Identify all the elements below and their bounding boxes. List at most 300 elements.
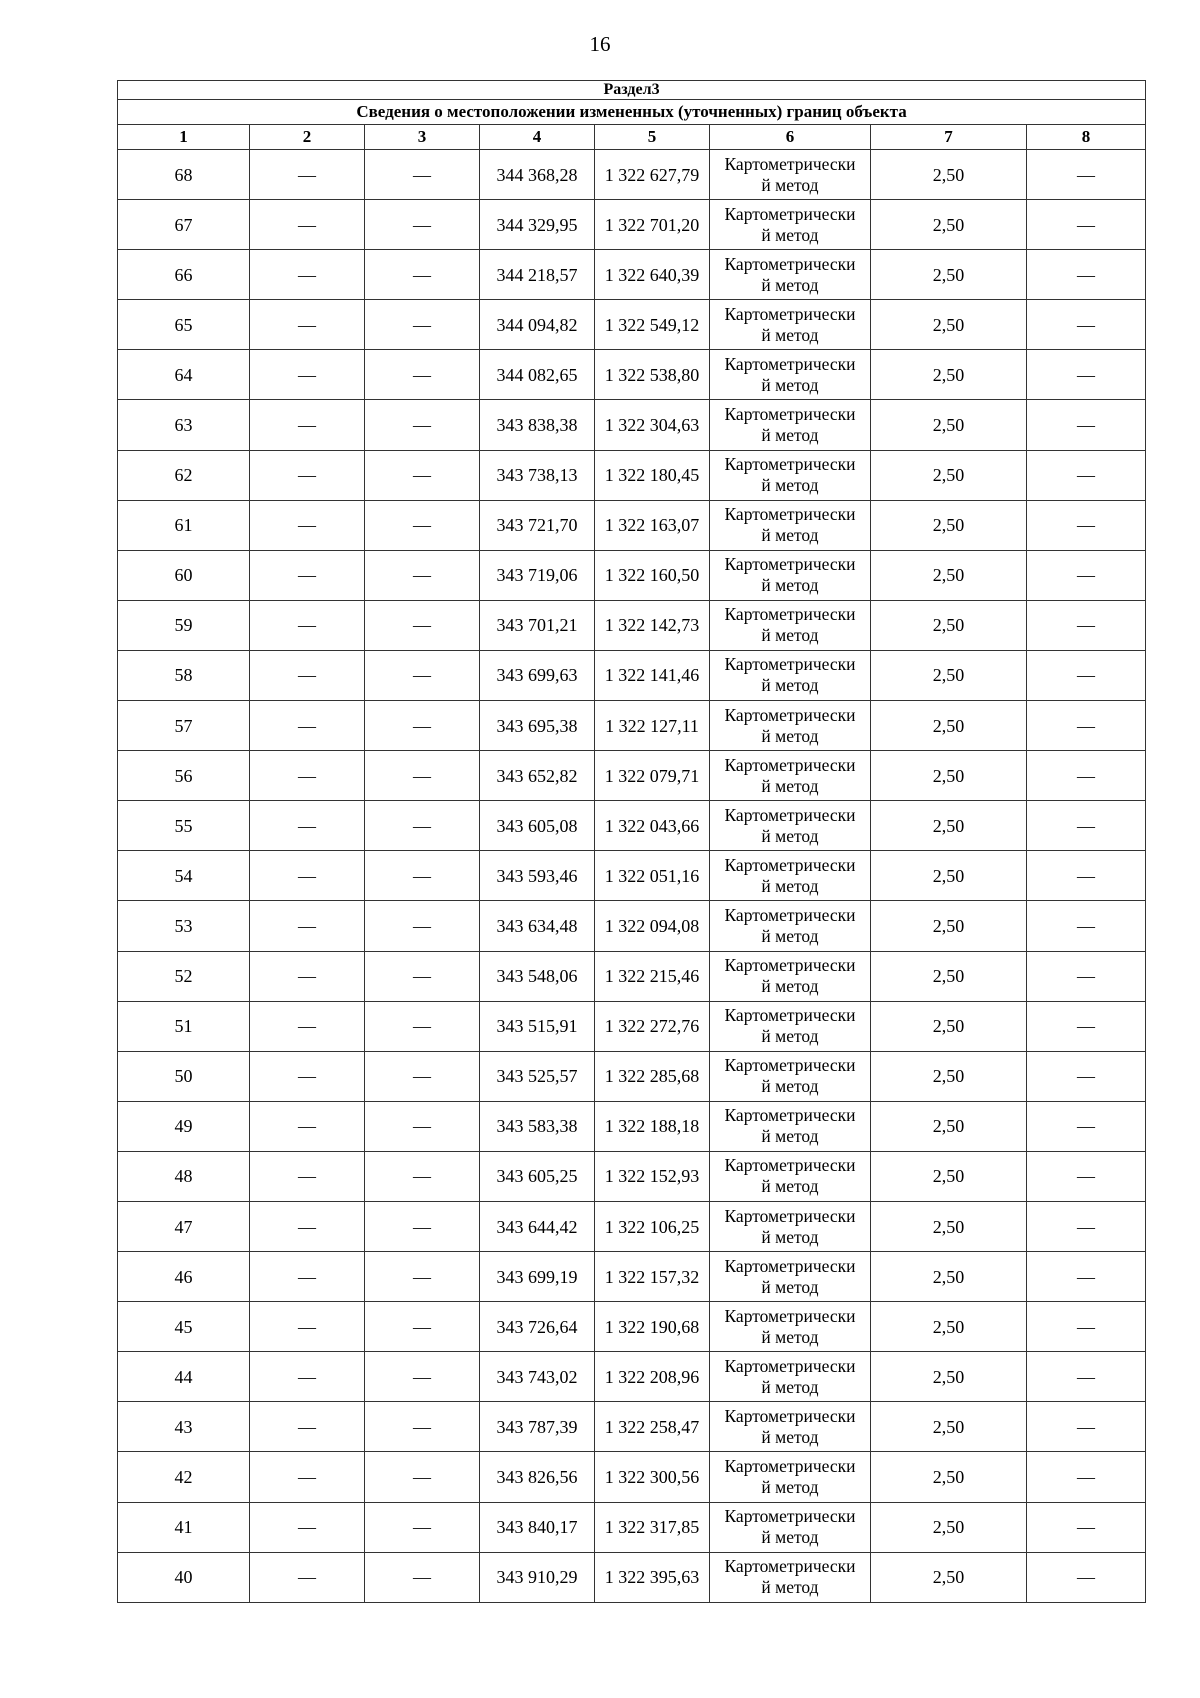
method-cell [710,300,871,350]
empty-dash-cell: — [1027,1201,1146,1251]
column-number: 3 [365,125,480,150]
coordinate-x-cell: 343 515,91 [480,1001,595,1051]
method-line: Картометрически [724,1506,856,1527]
empty-dash-cell: — [1027,300,1146,350]
method-line: Картометрически [724,454,856,475]
coordinate-y-cell: 1 322 272,76 [595,1001,710,1051]
point-number-cell: 42 [118,1452,250,1502]
method-line: й метод [761,825,819,846]
table-row [118,550,1146,600]
coordinate-x-cell: 343 838,38 [480,400,595,450]
coordinate-x-cell: 343 787,39 [480,1402,595,1452]
method-line: й метод [761,675,819,696]
empty-dash-cell: — [1027,1552,1146,1602]
empty-dash-cell: — [250,1252,365,1302]
empty-dash-cell: — [365,1302,480,1352]
coordinate-y-cell: 1 322 163,07 [595,500,710,550]
empty-dash-cell: — [250,1452,365,1502]
method-line: й метод [761,174,819,195]
column-number: 1 [118,125,250,150]
coordinate-y-cell: 1 322 395,63 [595,1552,710,1602]
table-row [118,350,1146,400]
empty-dash-cell: — [1027,1302,1146,1352]
coordinate-y-cell: 1 322 141,46 [595,650,710,700]
precision-cell: 2,50 [871,1452,1027,1502]
empty-dash-cell: — [365,701,480,751]
method-line: Картометрически [724,704,856,725]
empty-dash-cell: — [250,701,365,751]
table-caption-row [118,100,1146,125]
empty-dash-cell: — [365,1402,480,1452]
method-line: й метод [761,1476,819,1497]
empty-dash-cell: — [365,400,480,450]
coordinate-x-cell: 344 094,82 [480,300,595,350]
method-cell [710,1151,871,1201]
coordinate-x-cell: 343 695,38 [480,701,595,751]
coordinate-y-cell: 1 322 188,18 [595,1101,710,1151]
empty-dash-cell: — [1027,1402,1146,1452]
method-line: Картометрически [724,604,856,625]
empty-dash-cell: — [365,300,480,350]
empty-dash-cell: — [365,550,480,600]
method-line: й метод [761,1376,819,1397]
empty-dash-cell: — [250,901,365,951]
method-line: Картометрически [724,1205,856,1226]
empty-dash-cell: — [1027,901,1146,951]
coordinate-y-cell: 1 322 043,66 [595,801,710,851]
precision-cell: 2,50 [871,1101,1027,1151]
coordinate-x-cell: 344 329,95 [480,200,595,250]
empty-dash-cell: — [1027,1151,1146,1201]
method-line: Картометрически [724,1105,856,1126]
empty-dash-cell: — [365,650,480,700]
method-line: Картометрически [724,404,856,425]
coordinate-y-cell: 1 322 152,93 [595,1151,710,1201]
empty-dash-cell: — [1027,250,1146,300]
table-row [118,400,1146,450]
precision-cell: 2,50 [871,250,1027,300]
section-title: Раздел3 [118,81,1146,100]
empty-dash-cell: — [365,1051,480,1101]
method-line: Картометрически [724,1155,856,1176]
column-number: 4 [480,125,595,150]
empty-dash-cell: — [1027,450,1146,500]
empty-dash-cell: — [250,1051,365,1101]
point-number-cell: 67 [118,200,250,250]
method-line: й метод [761,475,819,496]
table-row [118,751,1146,801]
point-number-cell: 62 [118,450,250,500]
precision-cell: 2,50 [871,701,1027,751]
precision-cell: 2,50 [871,550,1027,600]
coordinate-x-cell: 343 652,82 [480,751,595,801]
precision-cell: 2,50 [871,901,1027,951]
empty-dash-cell: — [365,1151,480,1201]
method-line: Картометрически [724,353,856,374]
empty-dash-cell: — [250,200,365,250]
empty-dash-cell: — [365,1502,480,1552]
method-line: й метод [761,875,819,896]
table-row [118,150,1146,200]
empty-dash-cell: — [250,350,365,400]
coordinate-y-cell: 1 322 304,63 [595,400,710,450]
empty-dash-cell: — [1027,851,1146,901]
method-line: й метод [761,925,819,946]
empty-dash-cell: — [365,150,480,200]
coordinate-y-cell: 1 322 094,08 [595,901,710,951]
method-line: й метод [761,1326,819,1347]
empty-dash-cell: — [365,600,480,650]
point-number-cell: 65 [118,300,250,350]
point-number-cell: 66 [118,250,250,300]
empty-dash-cell: — [365,1201,480,1251]
method-line: й метод [761,725,819,746]
method-line: Картометрически [724,654,856,675]
empty-dash-cell: — [365,1101,480,1151]
table-row [118,1302,1146,1352]
table-row [118,500,1146,550]
empty-dash-cell: — [1027,550,1146,600]
empty-dash-cell: — [365,1552,480,1602]
column-number: 2 [250,125,365,150]
empty-dash-cell: — [250,500,365,550]
method-line: й метод [761,1126,819,1147]
empty-dash-cell: — [365,901,480,951]
empty-dash-cell: — [1027,400,1146,450]
precision-cell: 2,50 [871,200,1027,250]
empty-dash-cell: — [250,1552,365,1602]
method-cell [710,751,871,801]
coordinate-x-cell: 343 634,48 [480,901,595,951]
table-row [118,701,1146,751]
empty-dash-cell: — [365,801,480,851]
table-row [118,650,1146,700]
method-line: Картометрически [724,504,856,525]
page-number: 16 [589,32,611,56]
coordinate-x-cell: 343 840,17 [480,1502,595,1552]
empty-dash-cell: — [250,150,365,200]
method-line: Картометрически [724,253,856,274]
method-line: й метод [761,1276,819,1297]
method-cell [710,1402,871,1452]
table-row [118,1252,1146,1302]
empty-dash-cell: — [1027,1352,1146,1402]
precision-cell: 2,50 [871,1201,1027,1251]
table-row [118,1001,1146,1051]
coordinate-x-cell: 343 583,38 [480,1101,595,1151]
method-line: й метод [761,224,819,245]
empty-dash-cell: — [1027,1001,1146,1051]
method-cell [710,350,871,400]
table-row [118,1201,1146,1251]
method-line: Картометрически [724,1556,856,1577]
coordinate-x-cell: 343 593,46 [480,851,595,901]
point-number-cell: 41 [118,1502,250,1552]
method-cell [710,550,871,600]
empty-dash-cell: — [1027,1252,1146,1302]
method-cell [710,851,871,901]
table-row [118,1452,1146,1502]
table-row [118,300,1146,350]
empty-dash-cell: — [250,1502,365,1552]
point-number-cell: 48 [118,1151,250,1201]
method-line: Картометрически [724,1255,856,1276]
empty-dash-cell: — [365,500,480,550]
precision-cell: 2,50 [871,400,1027,450]
table-row [118,250,1146,300]
empty-dash-cell: — [250,400,365,450]
table-caption: Сведения о местоположении измененных (уточненных) границ объекта [118,100,1146,125]
empty-dash-cell: — [250,951,365,1001]
empty-dash-cell: — [250,1352,365,1402]
method-line: Картометрически [724,203,856,224]
coordinate-y-cell: 1 322 549,12 [595,300,710,350]
coordinate-x-cell: 343 738,13 [480,450,595,500]
table-row [118,200,1146,250]
table-row [118,600,1146,650]
precision-cell: 2,50 [871,1502,1027,1552]
empty-dash-cell: — [1027,350,1146,400]
empty-dash-cell: — [250,1201,365,1251]
precision-cell: 2,50 [871,600,1027,650]
table-row [118,1402,1146,1452]
coordinate-x-cell: 343 721,70 [480,500,595,550]
boundary-coordinates-table [117,80,1146,1603]
method-line: Картометрически [724,1305,856,1326]
method-line: Картометрически [724,904,856,925]
coordinate-y-cell: 1 322 317,85 [595,1502,710,1552]
precision-cell: 2,50 [871,1001,1027,1051]
coordinate-y-cell: 1 322 285,68 [595,1051,710,1101]
point-number-cell: 54 [118,851,250,901]
table-row [118,901,1146,951]
method-line: й метод [761,1026,819,1047]
empty-dash-cell: — [250,851,365,901]
coordinate-y-cell: 1 322 127,11 [595,701,710,751]
table-row [118,450,1146,500]
coordinate-y-cell: 1 322 640,39 [595,250,710,300]
method-cell [710,1302,871,1352]
precision-cell: 2,50 [871,801,1027,851]
table-row [118,1151,1146,1201]
coordinate-y-cell: 1 322 258,47 [595,1402,710,1452]
precision-cell: 2,50 [871,1051,1027,1101]
point-number-cell: 40 [118,1552,250,1602]
empty-dash-cell: — [1027,951,1146,1001]
empty-dash-cell: — [250,300,365,350]
method-cell [710,1452,871,1502]
empty-dash-cell: — [1027,150,1146,200]
coordinate-x-cell: 343 826,56 [480,1452,595,1502]
section-title-row [118,81,1146,100]
method-line: й метод [761,1527,819,1548]
table-row [118,1101,1146,1151]
method-line: Картометрически [724,1405,856,1426]
coordinate-y-cell: 1 322 215,46 [595,951,710,1001]
empty-dash-cell: — [1027,751,1146,801]
coordinate-x-cell: 344 368,28 [480,150,595,200]
empty-dash-cell: — [250,1402,365,1452]
point-number-cell: 68 [118,150,250,200]
method-line: Картометрически [724,955,856,976]
method-cell [710,1101,871,1151]
method-line: Картометрически [724,554,856,575]
method-line: Картометрически [724,153,856,174]
method-cell [710,650,871,700]
precision-cell: 2,50 [871,1302,1027,1352]
method-cell [710,701,871,751]
coordinate-y-cell: 1 322 051,16 [595,851,710,901]
empty-dash-cell: — [1027,1502,1146,1552]
table-row [118,1552,1146,1602]
table-row [118,1352,1146,1402]
empty-dash-cell: — [1027,1101,1146,1151]
table-row [118,951,1146,1001]
method-line: й метод [761,976,819,997]
method-cell [710,951,871,1001]
column-number: 8 [1027,125,1146,150]
empty-dash-cell: — [1027,200,1146,250]
method-cell [710,1001,871,1051]
empty-dash-cell: — [365,1352,480,1402]
coordinate-x-cell: 343 701,21 [480,600,595,650]
method-cell [710,150,871,200]
method-line: й метод [761,525,819,546]
method-cell [710,1502,871,1552]
method-cell [710,1201,871,1251]
empty-dash-cell: — [365,250,480,300]
coordinate-y-cell: 1 322 538,80 [595,350,710,400]
point-number-cell: 47 [118,1201,250,1251]
point-number-cell: 56 [118,751,250,801]
method-line: й метод [761,1076,819,1097]
method-line: Картометрически [724,1055,856,1076]
precision-cell: 2,50 [871,300,1027,350]
coordinate-y-cell: 1 322 160,50 [595,550,710,600]
coordinate-y-cell: 1 322 190,68 [595,1302,710,1352]
coordinate-x-cell: 343 699,19 [480,1252,595,1302]
method-cell [710,1352,871,1402]
empty-dash-cell: — [365,1452,480,1502]
point-number-cell: 59 [118,600,250,650]
method-line: й метод [761,1426,819,1447]
table-row [118,1502,1146,1552]
method-line: й метод [761,1577,819,1598]
method-line: й метод [761,625,819,646]
point-number-cell: 58 [118,650,250,700]
point-number-cell: 50 [118,1051,250,1101]
coordinate-x-cell: 343 548,06 [480,951,595,1001]
point-number-cell: 51 [118,1001,250,1051]
point-number-cell: 46 [118,1252,250,1302]
column-number-row [118,125,1146,150]
empty-dash-cell: — [1027,801,1146,851]
precision-cell: 2,50 [871,450,1027,500]
method-cell [710,250,871,300]
point-number-cell: 55 [118,801,250,851]
point-number-cell: 44 [118,1352,250,1402]
empty-dash-cell: — [1027,1452,1146,1502]
coordinate-x-cell: 343 726,64 [480,1302,595,1352]
method-cell [710,801,871,851]
coordinate-x-cell: 343 743,02 [480,1352,595,1402]
method-line: Картометрически [724,854,856,875]
coordinate-y-cell: 1 322 627,79 [595,150,710,200]
method-line: Картометрически [724,754,856,775]
empty-dash-cell: — [250,1302,365,1352]
empty-dash-cell: — [250,250,365,300]
precision-cell: 2,50 [871,500,1027,550]
point-number-cell: 49 [118,1101,250,1151]
precision-cell: 2,50 [871,150,1027,200]
empty-dash-cell: — [365,1252,480,1302]
table-row [118,851,1146,901]
empty-dash-cell: — [1027,1051,1146,1101]
empty-dash-cell: — [250,1001,365,1051]
coordinate-x-cell: 343 525,57 [480,1051,595,1101]
empty-dash-cell: — [365,200,480,250]
precision-cell: 2,50 [871,1151,1027,1201]
empty-dash-cell: — [365,450,480,500]
precision-cell: 2,50 [871,1352,1027,1402]
empty-dash-cell: — [365,350,480,400]
coordinate-y-cell: 1 322 180,45 [595,450,710,500]
coordinate-y-cell: 1 322 106,25 [595,1201,710,1251]
method-cell [710,1252,871,1302]
coordinate-x-cell: 343 605,08 [480,801,595,851]
method-line: й метод [761,274,819,295]
coordinate-x-cell: 343 699,63 [480,650,595,700]
empty-dash-cell: — [250,1151,365,1201]
method-line: й метод [761,374,819,395]
table-body [118,150,1146,1603]
point-number-cell: 63 [118,400,250,450]
precision-cell: 2,50 [871,1552,1027,1602]
empty-dash-cell: — [365,751,480,801]
empty-dash-cell: — [365,851,480,901]
empty-dash-cell: — [1027,600,1146,650]
empty-dash-cell: — [250,450,365,500]
empty-dash-cell: — [250,751,365,801]
method-cell [710,400,871,450]
empty-dash-cell: — [250,600,365,650]
empty-dash-cell: — [250,801,365,851]
coordinate-x-cell: 343 605,25 [480,1151,595,1201]
coordinate-y-cell: 1 322 701,20 [595,200,710,250]
empty-dash-cell: — [250,650,365,700]
coordinate-x-cell: 343 910,29 [480,1552,595,1602]
point-number-cell: 61 [118,500,250,550]
method-line: й метод [761,1226,819,1247]
method-line: й метод [761,425,819,446]
method-cell [710,1552,871,1602]
method-line: Картометрически [724,1455,856,1476]
point-number-cell: 43 [118,1402,250,1452]
coordinate-x-cell: 343 644,42 [480,1201,595,1251]
column-number: 5 [595,125,710,150]
method-line: Картометрически [724,1005,856,1026]
table-row [118,1051,1146,1101]
coordinate-x-cell: 344 218,57 [480,250,595,300]
precision-cell: 2,50 [871,350,1027,400]
point-number-cell: 64 [118,350,250,400]
method-line: Картометрически [724,1355,856,1376]
precision-cell: 2,50 [871,1252,1027,1302]
method-line: й метод [761,324,819,345]
precision-cell: 2,50 [871,951,1027,1001]
table-row [118,801,1146,851]
method-line: Картометрически [724,303,856,324]
